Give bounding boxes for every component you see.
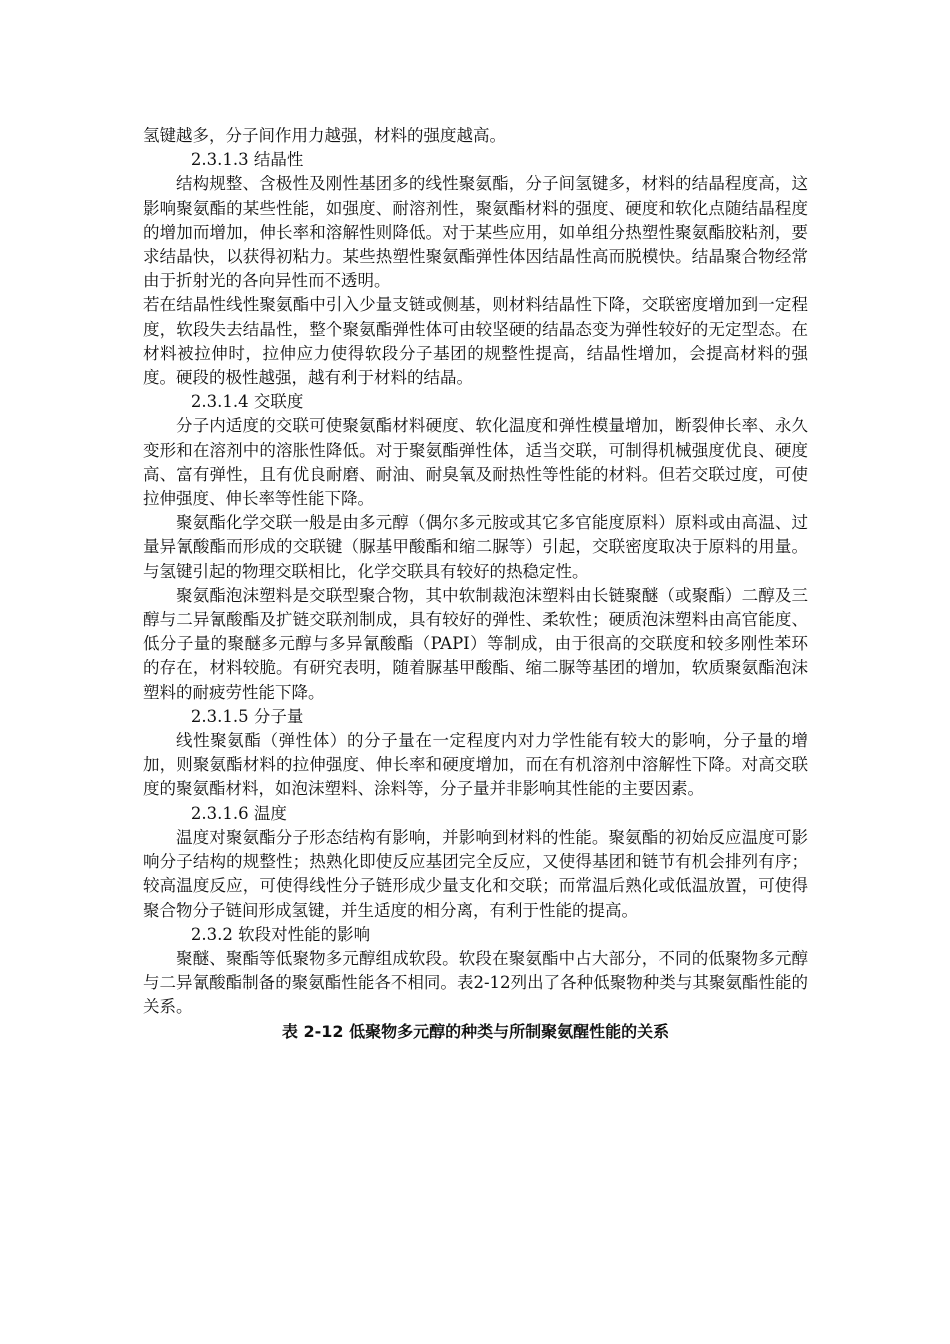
section-heading-temperature: 2.3.1.6 温度: [190, 803, 287, 823]
paragraph-continuation: 氢键越多，分子间作用力越强，材料的强度越高。: [143, 126, 506, 145]
table-caption: 表 2-12 低聚物多元醇的种类与所制聚氨醒性能的关系: [281, 1021, 670, 1041]
paragraph-crystallinity-2: 若在结晶性线性聚氨酯中引入少量支链或侧基，则材料结晶性下降，交联密度增加到一定程度，软段失去结晶性，整个聚氨酯弹性体可由较坚硬的结晶态变为弹性较好的无定型态。在材料被拉伸时，拉伸应力使得软段分子基团的规整性提高，结晶性增加，会提高材料的强度。硬段的极性越强，越有利于材料的结晶。: [143, 295, 808, 388]
paragraph-crosslinking-2: 聚氨酯化学交联一般是由多元醇（偶尔多元胺或其它多官能度原料）原料或由高温、过量异氰酸酯而形成的交联键（脲基甲酸酯和缩二脲等）引起，交联密度取决于原料的用量。与氢键引起的物理交联相比，化学交联具有较好的热稳定性。: [143, 513, 808, 581]
paragraph-soft-segment: 聚醚、聚酯等低聚物多元醇组成软段。软段在聚氨酯中占大部分，不同的低聚物多元醇与二异氰酸酯制备的聚氨酯性能各不相同。表2-12列出了各种低聚物种类与其聚氨酯性能的关系。: [143, 948, 808, 1017]
paragraph-crosslinking-1: 分子内适度的交联可使聚氨酯材料硬度、软化温度和弹性模量增加，断裂伸长率、永久变形和在溶剂中的溶胀性降低。对于聚氨酯弹性体，适当交联，可制得机械强度优良、硬度高、富有弹性，且有优良耐磨、耐油、耐臭氧及耐热性等性能的材料。但若交联过度，可使拉伸强度、伸长率等性能下降。: [143, 416, 808, 509]
paragraph-crystallinity: 结构规整、含极性及刚性基团多的线性聚氨酯，分子间氢键多，材料的结晶程度高，这影响聚氨酯的某些性能，如强度、耐溶剂性，聚氨酯材料的强度、硬度和软化点随结晶程度的增加而增加，伸长率和溶解性则降低。对于某些应用，如单组分热塑性聚氨酯胶粘剂，要求结晶快，以获得初粘力。某些热塑性聚氨酯弹性体因结晶性高而脱模快。结晶聚合物经常由于折射光的各向异性而不透明。: [143, 174, 808, 291]
paragraph-crosslinking-3: 聚氨酯泡沫塑料是交联型聚合物，其中软制裁泡沫塑料由长链聚醚（或聚酯）二醇及三醇与二异氰酸酯及扩链交联剂制成，具有较好的弹性、柔软性；硬质泡沫塑料由高官能度、低分子量的聚醚多元醇与多异氰酸酯（PAPI）等制成，由于很高的交联度和较多刚性苯环的存在，材料较脆。有研究表明，随着脲基甲酸酯、缩二脲等基团的增加，软质聚氨酯泡沫塑料的耐疲劳性能下降。: [143, 585, 808, 702]
section-heading-soft-segment: 2.3.2 软段对性能的影响: [190, 924, 371, 944]
section-heading-crystallinity: 2.3.1.3 结晶性: [190, 150, 304, 170]
section-heading-molecular-weight: 2.3.1.5 分子量: [190, 706, 304, 726]
paragraph-temperature: 温度对聚氨酯分子形态结构有影响，并影响到材料的性能。聚氨酯的初始反应温度可影响分子结构的规整性；热熟化即使反应基团完全反应，又使得基团和链节有机会排列有序；较高温度反应，可使得线性分子链形成少量支化和交联；而常温后熟化或低温放置，可使得聚合物分子链间形成氢键，并生适度的相分离，有利于性能的提高。: [143, 827, 808, 920]
paragraph-molecular-weight: 线性聚氨酯（弹性体）的分子量在一定程度内对力学性能有较大的影响，分子量的增加，则聚氨酯材料的拉伸强度、伸长率和硬度增加，而在有机溶剂中溶解性下降。对高交联度的聚氨酯材料，如泡沫塑料、涂料等，分子量并非影响其性能的主要因素。: [143, 731, 808, 799]
document-body: [143, 124, 808, 1044]
section-heading-crosslinking: 2.3.1.4 交联度: [190, 392, 304, 412]
